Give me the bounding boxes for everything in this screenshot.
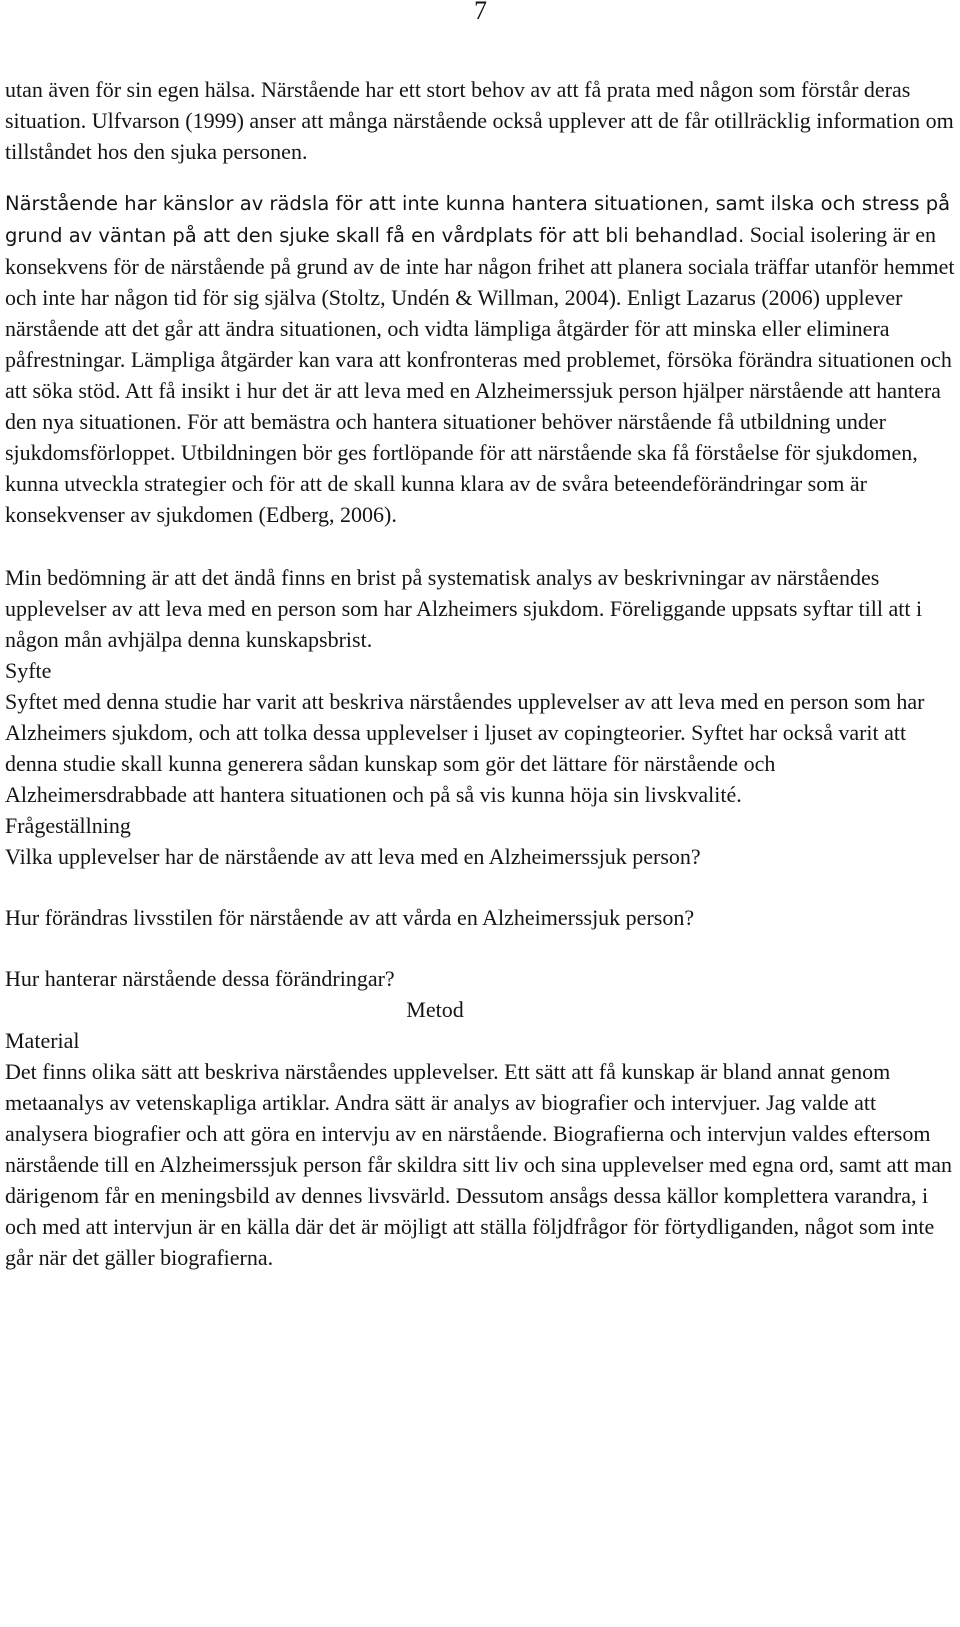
- material-heading: Material: [5, 1028, 80, 1053]
- syfte-text: Syftet med denna studie har varit att beskriva närståendes upplevelser av att leva med en person som har Alzheimers sjukdom, och att tolka dessa upplevelser i ljuset av copingteorier. Syftet har också varit att denna studie skall kunna generera sådan kunskap som gör det lättare för närstående och Alzheimersdrabbade att hantera situationen och på så vis kunna höja sin livskvalité.: [5, 689, 925, 807]
- question-2: Hur förändras livsstilen för närstående av att vårda en Alzheimerssjuk person?: [5, 905, 695, 930]
- material-text: Det finns olika sätt att beskriva närståendes upplevelser. Ett sätt att få kunskap är bland annat genom metaanalys av vetenskapliga artiklar. Andra sätt är analys av biografier och intervjuer. Jag valde att analysera biografier och att göra en intervju av en närstående. Biografierna och intervjun valdes eftersom närstående till en Alzheimerssjuk person får skildra sitt liv och sina upplevelser med egna ord, samt att man därigenom får en meningsbild av dennes livsvärld. Dessutom ansågs dessa källor komplettera varandra, i och med att intervjun är en källa där det är möjligt att ställa följdfrågor för förtydliganden, något som inte går när det gäller biografierna.: [5, 1059, 952, 1270]
- question-3: Hur hanterar närstående dessa förändringar?: [5, 966, 395, 991]
- coping-paragraph: [5, 187, 955, 530]
- document-page: [5, 74, 955, 1273]
- question-1: Vilka upplevelser har de närstående av att leva med en Alzheimerssjuk person?: [5, 844, 701, 869]
- coping-paragraph-body: Social isolering är en konsekvens för de närstående på grund av de inte har någon frihet att planera sociala träffar utanför hemmet och inte har någon tid för sig själva (Stoltz, Undén & Willman, 2004). Enligt Lazarus (2006) upplever närstående att det går att ändra situationen, och vidta lämpliga åtgärder för att minska eller eliminera påfrestningar. Lämpliga åtgärder kan vara att konfronteras med problemet, försöka förändra situationen och att söka stöd. Att få insikt i hur det är att leva med en Alzheimerssjuk person hjälper närstående att hantera den nya situationen. För att bemästra och hantera situationer behöver närstående få utbildning under sjukdomsförloppet. Utbildningen bör ges fortlöpande för att närstående ska få förståelse för sjukdomen, kunna utveckla strategier och för att de skall kunna klara av de svåra beteendeförändringar som är konsekvenser av sjukdomen (Edberg, 2006).: [5, 222, 955, 527]
- coping-paragraph-lead: Närstående har känslor av rädsla för att inte kunna hantera situationen, samt ilska och stress på grund av väntan på att den sjuke skall få en vårdplats för att bli behandlad.: [5, 192, 951, 247]
- fragestallning-heading: Frågeställning: [5, 813, 131, 838]
- syfte-heading: Syfte: [5, 658, 52, 683]
- intro-paragraph: utan även för sin egen hälsa. Närstående har ett stort behov av att få prata med någon som förstår deras situation. Ulfvarson (1999) anser att många närstående också upplever att de får otillräcklig information om tillståndet hos den sjuka personen.: [5, 77, 954, 164]
- page-number: 7: [474, 0, 487, 25]
- metod-heading: Metod: [406, 997, 464, 1022]
- assessment-paragraph: Min bedömning är att det ändå finns en brist på systematisk analys av beskrivningar av närståendes upplevelser av att leva med en person som har Alzheimers sjukdom. Föreliggande uppsats syftar till att i någon mån avhjälpa denna kunskapsbrist.: [5, 565, 923, 652]
